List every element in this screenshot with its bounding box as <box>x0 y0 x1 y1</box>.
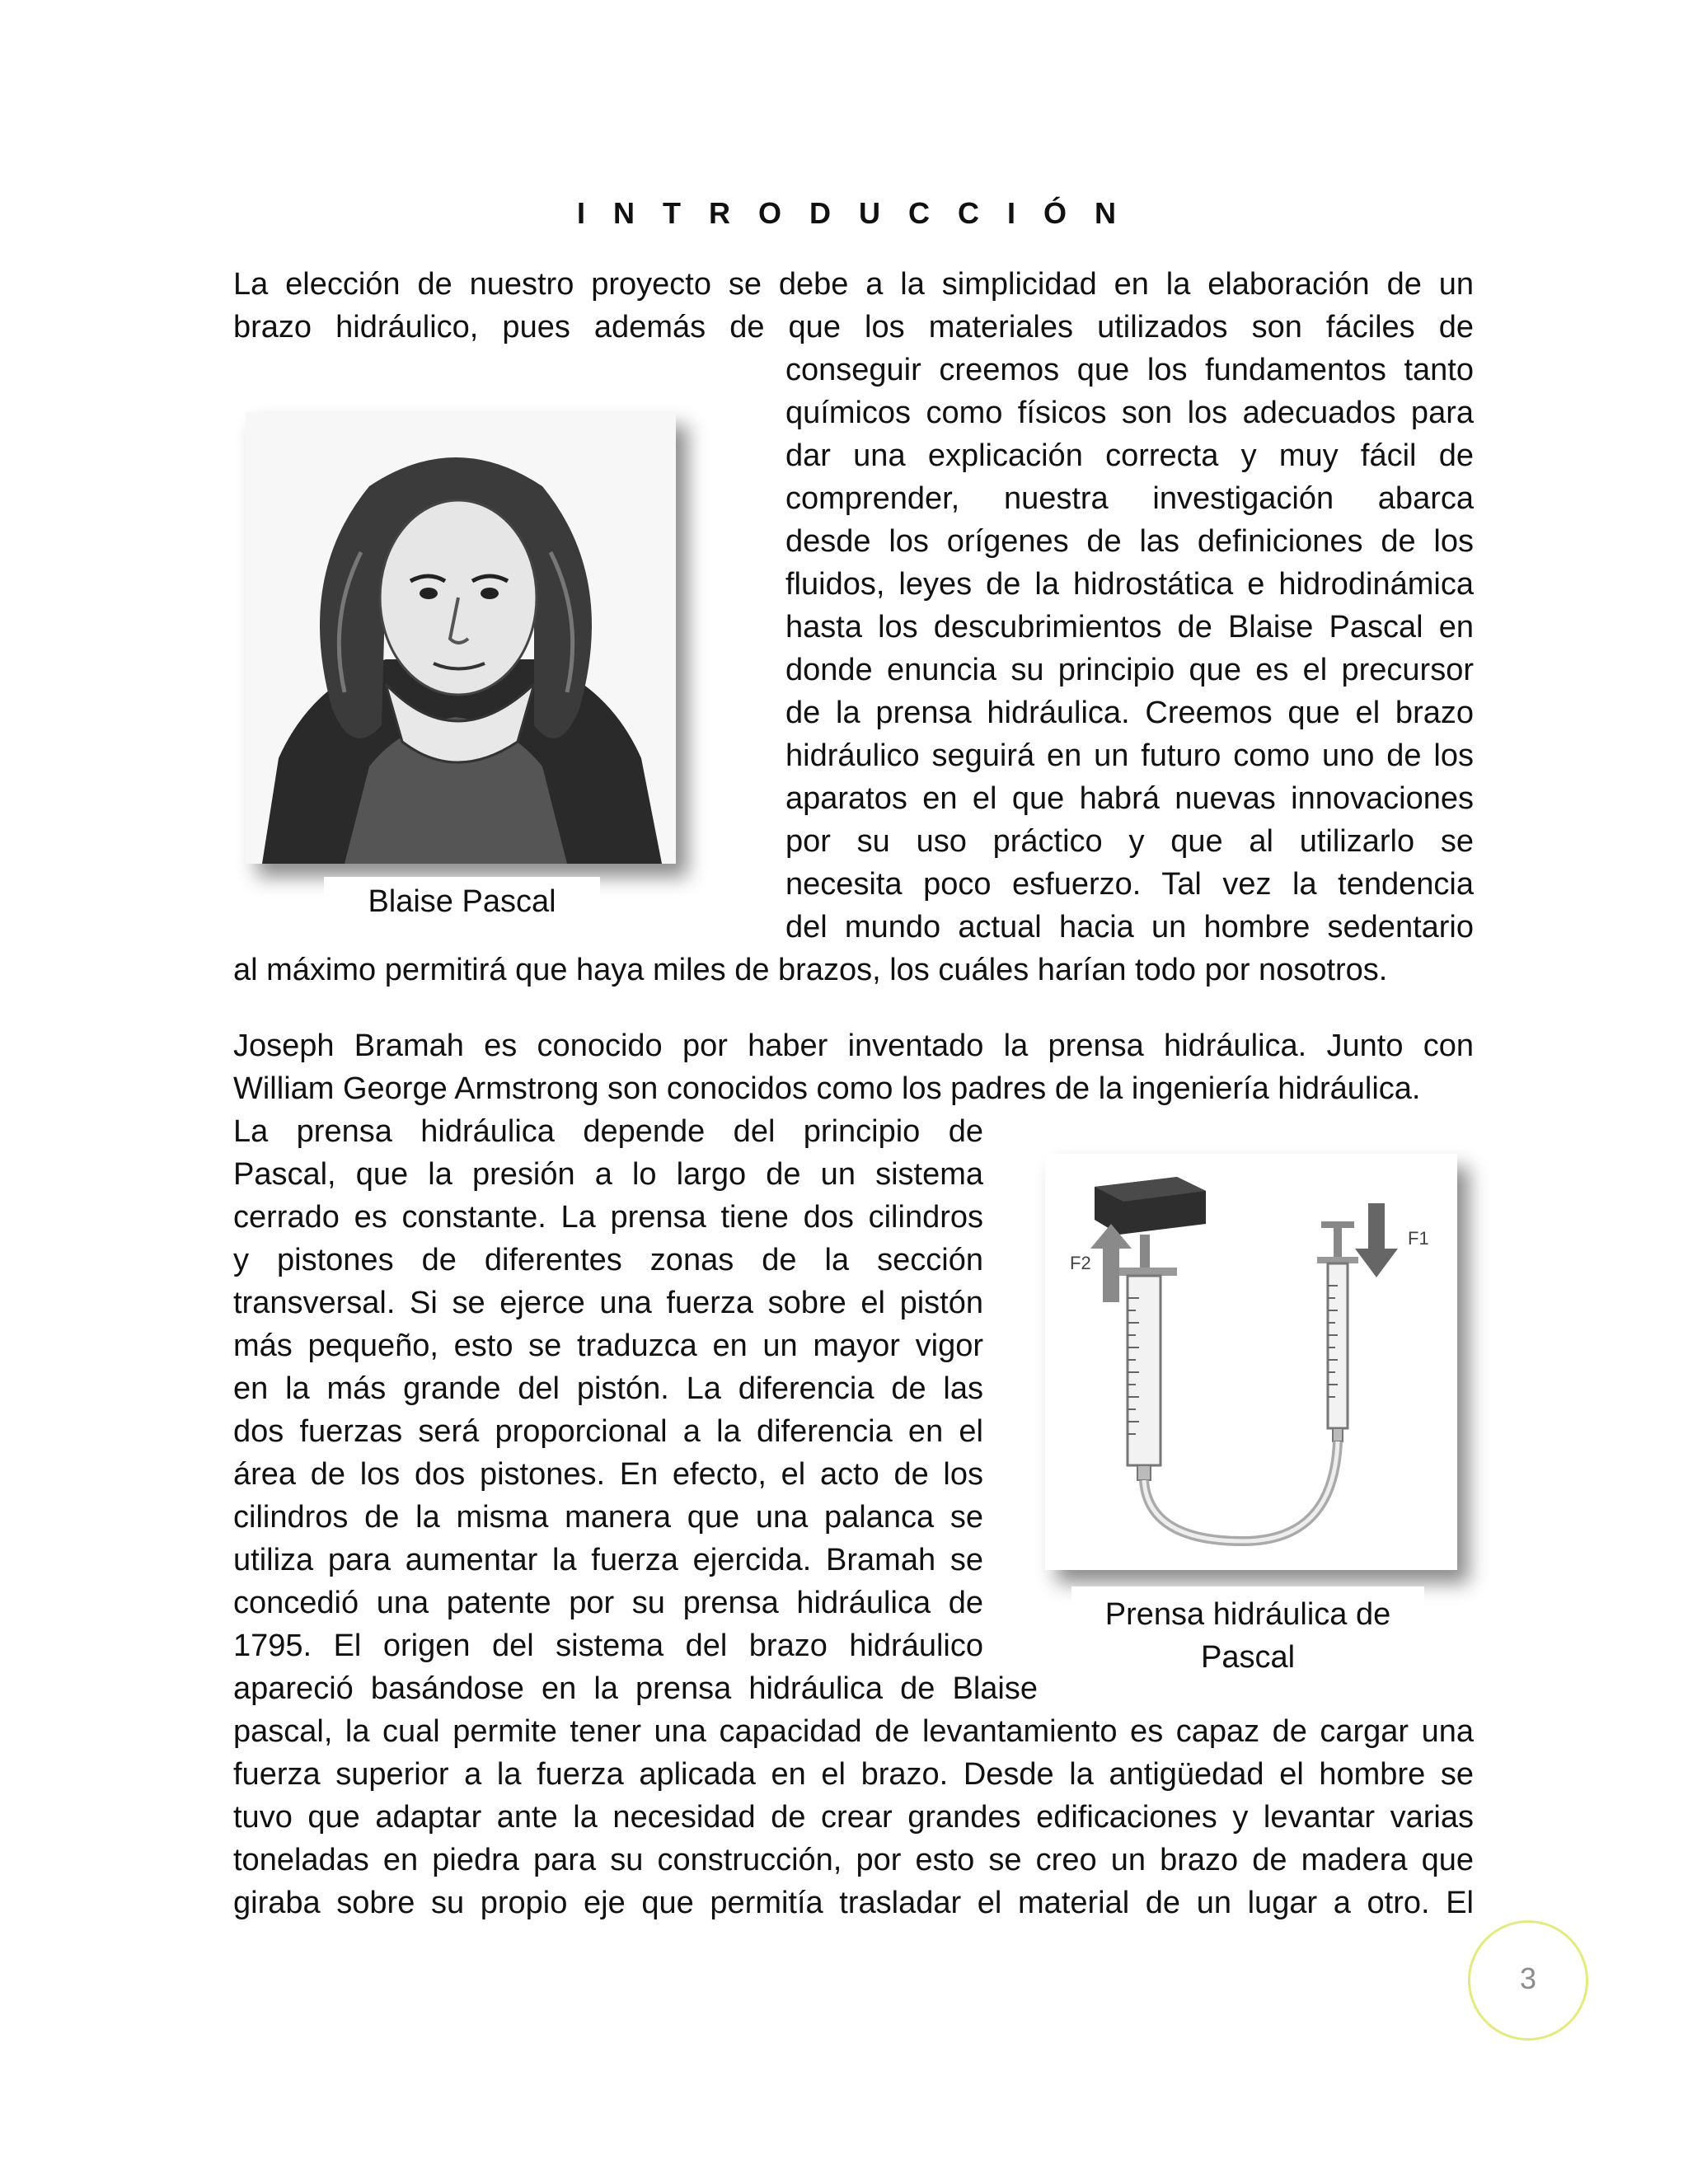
text-line: químicos como físicos son los adecuados para <box>785 396 1474 430</box>
text-line: por su uso práctico y que al utilizarlo se <box>785 824 1474 859</box>
press-caption-line: Pascal <box>1200 1640 1296 1675</box>
press-caption-line: Prensa hidráulica de <box>1104 1597 1391 1632</box>
text-line: y pistones de diferentes zonas de la sección <box>233 1243 983 1277</box>
text-line: brazo hidráulico, pues además de que los materiales utilizados son fáciles de <box>233 310 1474 344</box>
text-line: giraba sobre su propio eje que permitía trasladar el material de un lugar a otro. El <box>233 1886 1474 1920</box>
text-line: tuvo que adaptar ante la necesidad de crear grandes edificaciones y levantar varias <box>233 1800 1474 1835</box>
f1-label: F1 <box>1408 1228 1429 1249</box>
hydraulic-press-diagram <box>1045 1154 1457 1570</box>
text-line: La elección de nuestro proyecto se debe a la simplicidad en la elaboración de un <box>233 267 1474 302</box>
text-line: área de los dos pistones. En efecto, el acto de los <box>233 1457 983 1492</box>
text-line: aparatos en el que habrá nuevas innovaciones <box>785 781 1474 816</box>
text-line: pascal, la cual permite tener una capacidad de levantamiento es capaz de cargar una <box>233 1714 1474 1749</box>
text-line: apareció basándose en la prensa hidráulica de Blaise <box>233 1671 1038 1706</box>
portrait-caption: Blaise Pascal <box>324 877 600 926</box>
text-line: hasta los descubrimientos de Blaise Pascal en <box>785 610 1474 644</box>
text-line: transversal. Si se ejerce una fuerza sobre el pistón <box>233 1286 983 1320</box>
text-line: al máximo permitirá que haya miles de brazos, los cuáles harían todo por nosotros. <box>233 953 1388 987</box>
text-line: William George Armstrong son conocidos como los padres de la ingeniería hidráulica. <box>233 1071 1421 1106</box>
text-line: cilindros de la misma manera que una palanca se <box>233 1500 983 1535</box>
text-line: hidráulico seguirá en un futuro como uno de los <box>785 738 1474 773</box>
portrait-illustration <box>246 412 676 864</box>
page-title: I N T R O D U C C I Ó N <box>576 196 1126 230</box>
text-line: Joseph Bramah es conocido por haber inventado la prensa hidráulica. Junto con <box>233 1029 1474 1063</box>
f2-label: F2 <box>1070 1253 1091 1273</box>
text-line: utiliza para aumentar la fuerza ejercida. Bramah se <box>233 1543 983 1577</box>
text-line: 1795. El origen del sistema del brazo hidráulico <box>233 1629 983 1663</box>
page-number: 3 <box>1519 1961 1537 1995</box>
text-line: de la prensa hidráulica. Creemos que el brazo <box>785 696 1474 730</box>
text-line: dar una explicación correcta y muy fácil de <box>785 438 1474 473</box>
text-line: fuerza superior a la fuerza aplicada en el brazo. Desde la antigüedad el hombre se <box>233 1757 1474 1792</box>
blaise-pascal-portrait <box>246 412 676 864</box>
text-line: fluidos, leyes de la hidrostática e hidrodinámica <box>785 567 1474 602</box>
hydraulic-press-figure <box>1045 1154 1457 1570</box>
text-line: desde los orígenes de las definiciones de los <box>785 524 1474 559</box>
text-line: dos fuerzas será proporcional a la diferencia en el <box>233 1414 983 1449</box>
text-line: necesita poco esfuerzo. Tal vez la tendencia <box>785 867 1474 902</box>
text-line: concedió una patente por su prensa hidráulica de <box>233 1586 983 1620</box>
text-line: cerrado es constante. La prensa tiene dos cilindros <box>233 1200 983 1235</box>
text-line: donde enuncia su principio que es el precursor <box>785 653 1474 687</box>
text-line: más pequeño, esto se traduzca en un mayor vigor <box>233 1329 983 1363</box>
text-line: La prensa hidráulica depende del principio de <box>233 1114 983 1149</box>
text-line: conseguir creemos que los fundamentos tanto <box>785 353 1474 387</box>
text-line: en la más grande del pistón. La diferencia de las <box>233 1371 983 1406</box>
press-caption <box>1071 1586 1424 1684</box>
text-line: toneladas en piedra para su construcción, por esto se creo un brazo de madera que <box>233 1843 1474 1877</box>
text-line: comprender, nuestra investigación abarca <box>785 481 1474 516</box>
text-line: del mundo actual hacia un hombre sedentario <box>785 910 1474 944</box>
text-line: Pascal, que la presión a lo largo de un sistema <box>233 1157 983 1192</box>
